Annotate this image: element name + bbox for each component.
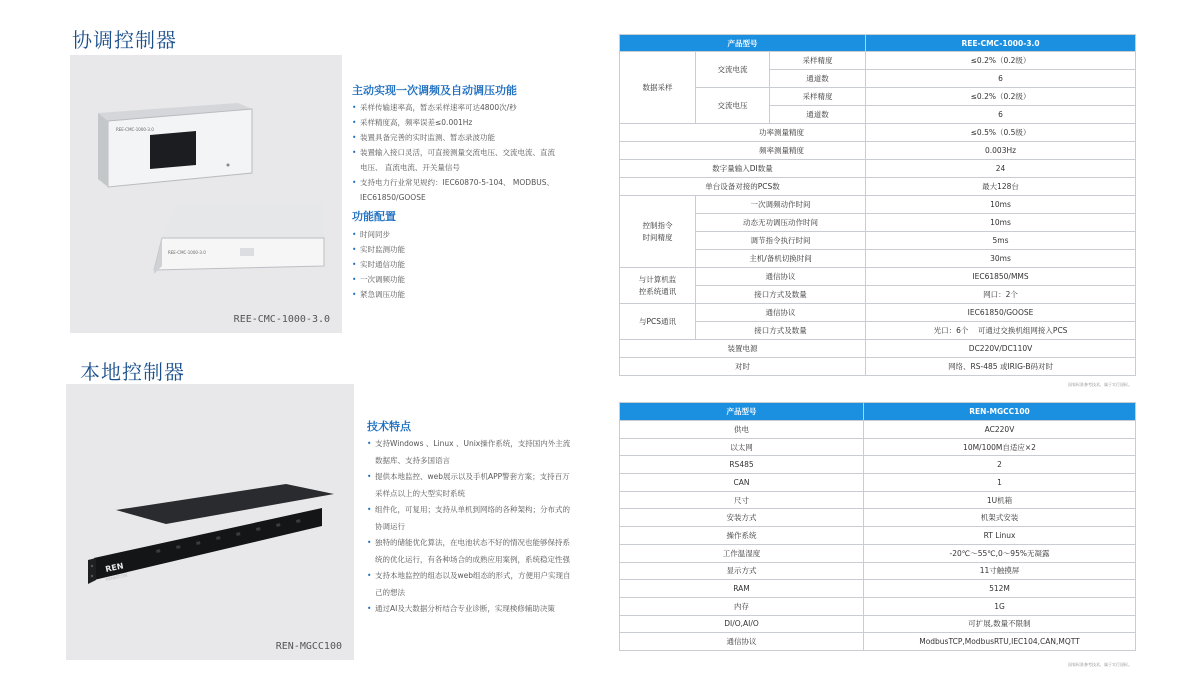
table-cell: RT Linux bbox=[864, 527, 1136, 545]
table-cell: 2 bbox=[864, 456, 1136, 474]
table-cell: 网络、RS-485 或IRIG-B码对时 bbox=[866, 358, 1136, 376]
table-cell: 光口：6个 可通过交换机组网接入PCS bbox=[866, 322, 1136, 340]
table-cell: 通信协议 bbox=[696, 304, 866, 322]
table-cell: 以太网 bbox=[620, 438, 864, 456]
local-spec-table bbox=[619, 402, 1136, 651]
table-cell: 24 bbox=[866, 160, 1136, 178]
feature-item: • 独特的储能优化算法，在电池状态不好的情况也能够保持系统的优化运行，有各种场合的成熟应用案例，系统稳定性强 bbox=[367, 535, 575, 568]
table-cell: DC220V/DC110V bbox=[866, 340, 1136, 358]
table-cell: ≤0.2%（0.2级） bbox=[866, 52, 1136, 70]
config-title: 功能配置 bbox=[352, 210, 396, 223]
table-cell: 装置电源 bbox=[620, 340, 866, 358]
table-cell: 接口方式及数量 bbox=[696, 322, 866, 340]
table-cell: ≤0.5%（0.5级） bbox=[866, 124, 1136, 142]
table-row bbox=[620, 527, 1136, 545]
coordinator-feature-title: 主动实现一次调频及自动调压功能 bbox=[352, 84, 517, 97]
coordinator-caption: REE-CMC-1000-3.0 bbox=[233, 314, 330, 325]
table-row bbox=[620, 509, 1136, 527]
table-cell: 主机/备机切换时间 bbox=[696, 250, 866, 268]
table-cell: 6 bbox=[866, 106, 1136, 124]
coordinator-photo bbox=[70, 55, 342, 333]
table-cell: 显示方式 bbox=[620, 562, 864, 580]
config-item: • 实时通信功能 bbox=[352, 257, 552, 272]
table-cell: 对时 bbox=[620, 358, 866, 376]
table-row bbox=[620, 421, 1136, 439]
table-cell: 一次调频动作时间 bbox=[696, 196, 866, 214]
table-cell: ≤0.2%（0.2级） bbox=[866, 88, 1136, 106]
table-row bbox=[620, 544, 1136, 562]
table-cell: CAN bbox=[620, 474, 864, 492]
table-cell: 与PCS通讯 bbox=[620, 304, 696, 340]
table-row bbox=[620, 456, 1136, 474]
table-cell: 通道数 bbox=[770, 106, 866, 124]
table-header-model: 产品型号 bbox=[620, 403, 864, 421]
table-cell: 与计算机监 控系统通讯 bbox=[620, 268, 696, 304]
table-cell: 1 bbox=[864, 474, 1136, 492]
table-cell: IEC61850/GOOSE bbox=[866, 304, 1136, 322]
table-cell: 机架式安装 bbox=[864, 509, 1136, 527]
table-cell: 采样精度 bbox=[770, 52, 866, 70]
config-item: • 紧急调压功能 bbox=[352, 287, 552, 302]
coordinator-feature-list bbox=[352, 100, 562, 205]
svg-text:RENATCON: RENATCON bbox=[105, 572, 128, 582]
table-cell: 1U机箱 bbox=[864, 491, 1136, 509]
table-row bbox=[620, 474, 1136, 492]
table-row bbox=[620, 491, 1136, 509]
table-cell: 10ms bbox=[866, 196, 1136, 214]
svg-text:REE-CMC-1000-3.0: REE-CMC-1000-3.0 bbox=[116, 127, 154, 132]
section-title-coordinator: 协调控制器 bbox=[72, 28, 177, 52]
feature-item: • 支持电力行业常见规约：IEC60870-5-104、 MODBUS、 IEC61850/GOOSE bbox=[352, 175, 562, 205]
table-cell: 接口方式及数量 bbox=[696, 286, 866, 304]
table-footnote: 国家标准参考技术，属于实行国标。 bbox=[1068, 662, 1132, 667]
config-item: • 一次调频功能 bbox=[352, 272, 552, 287]
table-cell: 5ms bbox=[866, 232, 1136, 250]
table-cell: 控制指令 时间精度 bbox=[620, 196, 696, 268]
table-row bbox=[620, 562, 1136, 580]
config-item: • 时间同步 bbox=[352, 227, 552, 242]
coordinator-spec-table bbox=[619, 34, 1136, 376]
table-cell: -20℃～55℃,0～95%无凝露 bbox=[864, 544, 1136, 562]
config-list bbox=[352, 227, 552, 302]
table-header-model: 产品型号 bbox=[620, 35, 866, 52]
feature-item: • 采样精度高，频率误差≤0.001Hz bbox=[352, 115, 562, 130]
feature-item: • 采样传输速率高，暂态采样速率可达4800次/秒 bbox=[352, 100, 562, 115]
feature-item: • 支持Windows 、Linux 、Unix操作系统，支持国内外主流数据库、支持多国语言 bbox=[367, 436, 575, 469]
table-cell: 内存 bbox=[620, 597, 864, 615]
table-cell: 供电 bbox=[620, 421, 864, 439]
table-cell: 30ms bbox=[866, 250, 1136, 268]
table-row bbox=[620, 633, 1136, 651]
table-cell: 交流电流 bbox=[696, 52, 770, 88]
table-cell: ModbusTCP,ModbusRTU,IEC104,CAN,MQTT bbox=[864, 633, 1136, 651]
table-cell: 网口：2个 bbox=[866, 286, 1136, 304]
feature-item: • 装置具备完善的实时监测、暂态录波功能 bbox=[352, 130, 562, 145]
table-footnote: 国家标准参考技术，属于实行国标。 bbox=[1068, 382, 1132, 387]
table-cell: 安装方式 bbox=[620, 509, 864, 527]
table-cell: 频率测量精度 bbox=[620, 142, 866, 160]
table-row bbox=[620, 615, 1136, 633]
feature-item: • 支持本地监控的组态以及web组态的形式，方便用户实现自己的想法 bbox=[367, 568, 575, 601]
section-title-local: 本地控制器 bbox=[80, 360, 185, 384]
table-cell: 通信协议 bbox=[620, 633, 864, 651]
config-item: • 实时监测功能 bbox=[352, 242, 552, 257]
table-cell: 10M/100M自适应×2 bbox=[864, 438, 1136, 456]
table-cell: 1G bbox=[864, 597, 1136, 615]
table-cell: 0.003Hz bbox=[866, 142, 1136, 160]
table-cell: 数字量输入DI数量 bbox=[620, 160, 866, 178]
table-cell: 动态无功调压动作时间 bbox=[696, 214, 866, 232]
local-feature-list bbox=[367, 436, 575, 618]
table-cell: 工作温湿度 bbox=[620, 544, 864, 562]
table-cell: 调节指令执行时间 bbox=[696, 232, 866, 250]
svg-text:REN: REN bbox=[104, 561, 125, 574]
table-cell: 通信协议 bbox=[696, 268, 866, 286]
table-cell: 10ms bbox=[866, 214, 1136, 232]
table-cell: 通道数 bbox=[770, 70, 866, 88]
feature-item: • 通过AI及大数据分析结合专业诊断，实现検修辅助决策 bbox=[367, 601, 575, 618]
feature-item: • 装置输入接口灵活，可直接测量交流电压、交流电流、直流电压、 直流电流、开关量信号 bbox=[352, 145, 562, 175]
table-row bbox=[620, 438, 1136, 456]
table-cell: 最大128台 bbox=[866, 178, 1136, 196]
table-row bbox=[620, 580, 1136, 598]
table-cell: 6 bbox=[866, 70, 1136, 88]
table-header-value: REE-CMC-1000-3.0 bbox=[866, 35, 1136, 52]
table-cell: 数据采样 bbox=[620, 52, 696, 124]
feature-item: • 提供本地监控、web展示以及手机APP警套方案；支持百万采样点以上的大型实时系统 bbox=[367, 469, 575, 502]
table-header-value: REN-MGCC100 bbox=[864, 403, 1136, 421]
controller-device-image-2 bbox=[148, 200, 328, 280]
table-cell: 512M bbox=[864, 580, 1136, 598]
table-cell: 采样精度 bbox=[770, 88, 866, 106]
table-cell: RS485 bbox=[620, 456, 864, 474]
feature-item: • 组件化，可复用；支持从单机到网络的各种架构；分布式的协调运行 bbox=[367, 502, 575, 535]
local-feature-title: 技术特点 bbox=[367, 420, 411, 433]
local-caption: REN-MGCC100 bbox=[275, 641, 342, 652]
svg-text:REE-CMC-1000-3.0: REE-CMC-1000-3.0 bbox=[168, 250, 206, 255]
table-cell: IEC61850/MMS bbox=[866, 268, 1136, 286]
local-controller-photo bbox=[66, 384, 354, 660]
table-cell: 可扩展,数量不限制 bbox=[864, 615, 1136, 633]
table-cell: 尺寸 bbox=[620, 491, 864, 509]
controller-device-image bbox=[88, 95, 258, 195]
table-row bbox=[620, 597, 1136, 615]
table-cell: 单台设备对接的PCS数 bbox=[620, 178, 866, 196]
table-cell: 操作系统 bbox=[620, 527, 864, 545]
table-cell: AC220V bbox=[864, 421, 1136, 439]
table-cell: 交流电压 bbox=[696, 88, 770, 124]
table-cell: DI/O,AI/O bbox=[620, 615, 864, 633]
table-cell: RAM bbox=[620, 580, 864, 598]
local-controller-device-image bbox=[86, 480, 336, 590]
table-cell: 功率测量精度 bbox=[620, 124, 866, 142]
table-cell: 11寸触摸屏 bbox=[864, 562, 1136, 580]
